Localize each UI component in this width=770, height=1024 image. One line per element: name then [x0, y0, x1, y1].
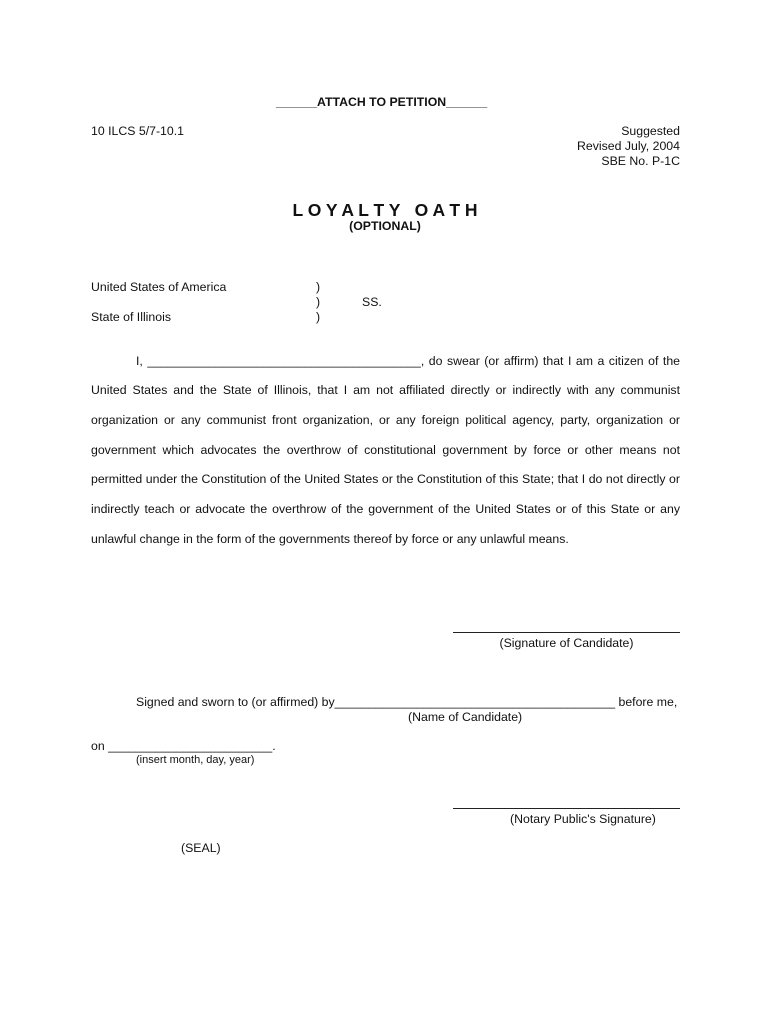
oath-line-7: unlawful change in the form of the governments thereof by force or any unlawful means. — [91, 532, 569, 546]
venue-paren-1: ) — [316, 280, 321, 294]
name-of-candidate-caption: (Name of Candidate) — [408, 710, 523, 724]
sbe-number: SBE No. P-1C — [601, 154, 680, 168]
revised-date: Revised July, 2004 — [577, 139, 680, 153]
venue-country: United States of America — [91, 280, 227, 294]
date-caption: (insert month, day, year) — [136, 754, 255, 766]
venue-state: State of Illinois — [91, 310, 171, 324]
notary-signature-caption: (Notary Public's Signature) — [510, 812, 656, 826]
oath-line-3: organization or any communist front organization, or any foreign political agency, party, organization or — [91, 413, 680, 427]
venue-paren-3: ) — [316, 310, 321, 324]
sworn-statement: Signed and sworn to (or affirmed) by_________________________________________ before me, — [136, 695, 678, 709]
form-info-block — [577, 124, 680, 169]
attach-to-petition-heading: ______ATTACH TO PETITION______ — [276, 95, 488, 109]
statute-reference: 10 ILCS 5/7-10.1 — [91, 124, 184, 138]
candidate-signature-line — [453, 632, 680, 633]
oath-line-4: government which advocates the overthrow of constitutional government by force or other means not — [91, 443, 680, 457]
venue-ss: SS. — [362, 295, 382, 309]
oath-line-2: United States and the State of Illinois, that I am not affiliated directly or indirectly with any communist — [91, 383, 680, 397]
notary-signature-line — [453, 808, 680, 809]
page-subtitle: (OPTIONAL) — [349, 219, 421, 233]
venue-paren-2: ) — [316, 295, 321, 309]
page-title: L O Y A L T Y O A T H — [292, 200, 478, 220]
oath-line-1: I, ________________________________________, do swear (or affirm) that I am a citizen of the — [136, 354, 680, 368]
oath-line-5: permitted under the Constitution of the United States or the Constitution of this State; that I do not directly or — [91, 472, 680, 486]
seal-label: (SEAL) — [181, 841, 221, 855]
candidate-signature-caption: (Signature of Candidate) — [499, 636, 634, 650]
suggested-label: Suggested — [621, 124, 680, 138]
date-line: on ________________________. — [91, 739, 276, 753]
oath-line-6: indirectly teach or advocate the overthrow of the government of the United States or of this State or any — [91, 502, 680, 516]
